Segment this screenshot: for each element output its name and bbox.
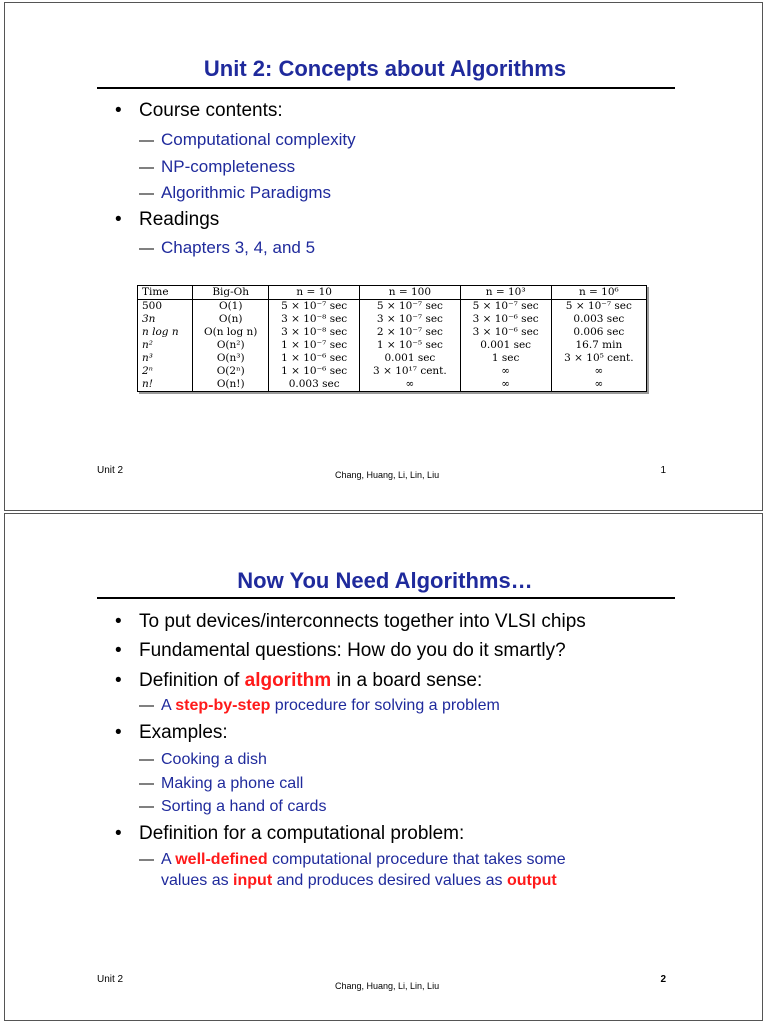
sub-item-text: computational procedure that takes some [267, 851, 566, 868]
table-cell: 5 × 10⁻⁷ sec [551, 300, 646, 314]
table-row [138, 339, 647, 352]
table-cell: n log n [138, 326, 193, 339]
table-cell: 3 × 10⁻⁶ sec [460, 326, 551, 339]
dash-icon: — [139, 185, 154, 202]
table-cell: 3 × 10⁻⁷ sec [360, 313, 460, 326]
sub-item-text: procedure for solving a problem [270, 697, 500, 714]
table-cell: ∞ [460, 365, 551, 378]
table-cell: 500 [138, 300, 193, 314]
table-cell: ∞ [460, 378, 551, 392]
bullet-text: Definition of [139, 670, 245, 691]
table-cell: 2ⁿ [138, 365, 193, 378]
bullet-course-contents [115, 100, 283, 122]
table-cell: O(1) [193, 300, 269, 314]
table-cell: n³ [138, 352, 193, 365]
table-cell: O(n log n) [193, 326, 269, 339]
table-header-cell: n = 10⁶ [551, 286, 646, 300]
footer-unit: Unit 2 [97, 465, 124, 476]
highlight-step-by-step: step-by-step [175, 697, 271, 714]
table-cell: 1 × 10⁻⁶ sec [269, 365, 360, 378]
table-cell: 1 × 10⁻⁶ sec [269, 352, 360, 365]
sub-item [139, 798, 326, 816]
table-row [138, 300, 647, 314]
footer-page-number: 1 [660, 465, 666, 476]
table-header-cell: n = 10³ [460, 286, 551, 300]
dash-icon: — [139, 240, 154, 257]
bullet-dot-icon: • [115, 640, 122, 661]
sub-item-text: Cooking a dish [161, 751, 267, 768]
sub-item-text: A [161, 851, 176, 868]
table-header-cell: n = 100 [360, 286, 460, 300]
table-cell: n² [138, 339, 193, 352]
table-cell: 0.001 sec [360, 352, 460, 365]
sub-item [139, 775, 303, 793]
bullet-dot-icon: • [115, 100, 122, 121]
sub-item-text: Making a phone call [161, 775, 304, 792]
table-cell: 3 × 10⁻⁶ sec [460, 313, 551, 326]
table-cell: O(n²) [193, 339, 269, 352]
bullet-text: Readings [139, 209, 220, 230]
complexity-table [137, 285, 647, 392]
table-row [138, 352, 647, 365]
table-cell: 3 × 10⁻⁸ sec [269, 326, 360, 339]
bullet-text: Fundamental questions: How do you do it smartly? [139, 640, 566, 661]
table-cell: O(2ⁿ) [193, 365, 269, 378]
table-cell: ∞ [551, 378, 646, 392]
sub-item-text: and produces desired values as [272, 872, 507, 889]
table-row [138, 313, 647, 326]
sub-item-text: Algorithmic Paradigms [161, 183, 332, 202]
table-cell: 0.003 sec [269, 378, 360, 392]
bullet-examples [115, 722, 228, 744]
bullet-algorithm-definition [115, 670, 482, 692]
dash-icon: — [139, 159, 154, 176]
bullet-dot-icon: • [115, 611, 122, 632]
table-cell: 2 × 10⁻⁷ sec [360, 326, 460, 339]
slide-title: Unit 2: Concepts about Algorithms [203, 56, 567, 81]
bullet-text: Course contents: [139, 100, 283, 121]
sub-item [139, 183, 331, 203]
table-cell: O(n³) [193, 352, 269, 365]
table-cell: 5 × 10⁻⁷ sec [460, 300, 551, 314]
table-cell: 1 × 10⁻⁵ sec [360, 339, 460, 352]
sub-item-text: values as [161, 872, 234, 889]
table-cell: 3 × 10¹⁷ cent. [360, 365, 460, 378]
title-rule [97, 87, 675, 89]
table-cell: ∞ [551, 365, 646, 378]
table-cell: 1 sec [460, 352, 551, 365]
sub-item-text: Sorting a hand of cards [161, 798, 327, 815]
bullet-dot-icon: • [115, 209, 122, 230]
sub-item [139, 751, 267, 769]
highlight-well-defined: well-defined [175, 851, 268, 868]
table-cell: 1 × 10⁻⁷ sec [269, 339, 360, 352]
sub-item-text: A [161, 697, 176, 714]
table-cell: n! [138, 378, 193, 392]
table-row [138, 378, 647, 392]
sub-item-text: NP-completeness [161, 157, 296, 176]
title-rule [97, 597, 675, 599]
bullet-computational-problem [115, 823, 464, 845]
bullet-text: in a board sense: [331, 670, 483, 691]
table-cell: 5 × 10⁻⁷ sec [360, 300, 460, 314]
table-cell: 3 × 10⁵ cent. [551, 352, 646, 365]
bullet-text: Definition for a computational problem: [139, 823, 465, 844]
bullet-fundamental [115, 640, 566, 662]
highlight-algorithm: algorithm [244, 670, 332, 691]
table-header-cell: Time [138, 286, 193, 300]
table-cell: 3n [138, 313, 193, 326]
sub-item-text: Chapters 3, 4, and 5 [161, 238, 316, 257]
table-cell: O(n!) [193, 378, 269, 392]
sub-item-continuation [161, 872, 557, 890]
sub-item [139, 851, 566, 869]
table-cell: 0.001 sec [460, 339, 551, 352]
dash-icon: — [139, 775, 154, 792]
table-cell: 5 × 10⁻⁷ sec [269, 300, 360, 314]
table-row [138, 326, 647, 339]
dash-icon: — [139, 851, 154, 868]
sub-item-text: Computational complexity [161, 130, 356, 149]
slide-title: Now You Need Algorithms… [237, 568, 533, 593]
bullet-readings [115, 209, 219, 231]
bullet-text: Examples: [139, 722, 228, 743]
bullet-dot-icon: • [115, 823, 122, 844]
slide-2 [4, 513, 763, 1021]
footer-unit: Unit 2 [97, 974, 124, 985]
table-header-cell: n = 10 [269, 286, 360, 300]
table-cell: 3 × 10⁻⁸ sec [269, 313, 360, 326]
bullet-text: To put devices/interconnects together into VLSI chips [139, 611, 586, 632]
sub-item [139, 157, 295, 177]
table-row [138, 365, 647, 378]
table-cell: 0.003 sec [551, 313, 646, 326]
footer-authors: Chang, Huang, Li, Lin, Liu [335, 981, 440, 991]
table-header-cell: Big-Oh [193, 286, 269, 300]
bullet-dot-icon: • [115, 722, 122, 743]
dash-icon: — [139, 751, 154, 768]
slide-1 [4, 2, 763, 511]
dash-icon: — [139, 697, 154, 714]
sub-item [139, 697, 500, 715]
sub-item [139, 130, 356, 150]
dash-icon: — [139, 798, 154, 815]
highlight-input: input [233, 872, 273, 889]
bullet-vlsi [115, 611, 586, 633]
dash-icon: — [139, 132, 154, 149]
table-cell: 16.7 min [551, 339, 646, 352]
sub-item [139, 238, 315, 258]
footer-page-number: 2 [660, 974, 666, 985]
table-cell: O(n) [193, 313, 269, 326]
bullet-dot-icon: • [115, 670, 122, 691]
highlight-output: output [506, 872, 557, 889]
table-cell: 0.006 sec [551, 326, 646, 339]
table-cell: ∞ [360, 378, 460, 392]
footer-authors: Chang, Huang, Li, Lin, Liu [335, 470, 440, 480]
table-header-row [138, 286, 647, 300]
